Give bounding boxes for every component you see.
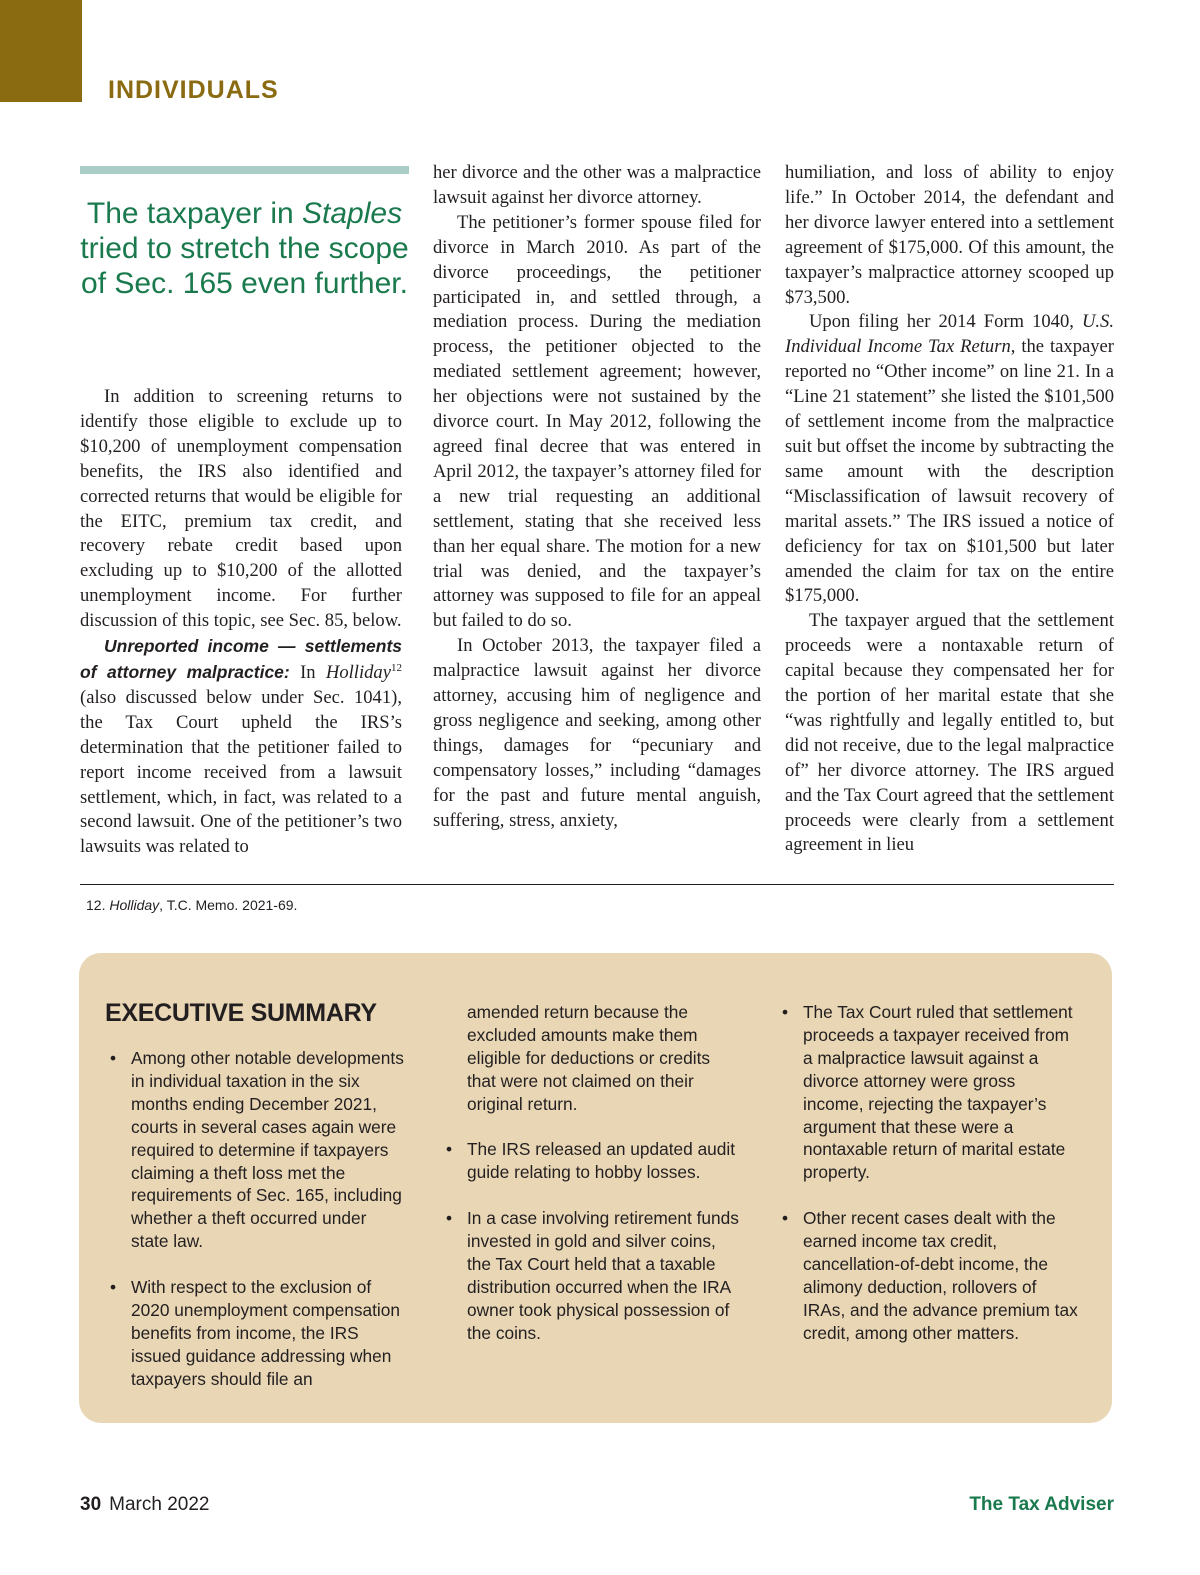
summary-column-2 xyxy=(443,1001,743,1367)
pullquote-case-name: Staples xyxy=(302,197,403,230)
footnote-rule xyxy=(80,884,1114,885)
publication-name: The Tax Adviser xyxy=(969,1494,1114,1515)
text-span: Upon filing her 2014 Form 1040, xyxy=(809,311,1074,333)
summary-bullet: • Other recent cases dealt with the earned income tax credit, cancellation-of-debt income, the alimony deduction, rollovers of IRAs, and the advance premium tax credit, among other matters. xyxy=(779,1207,1079,1344)
section-label: INDIVIDUALS xyxy=(108,76,279,104)
body-column-2 xyxy=(433,161,761,833)
form-title: U.S. Individual Income Tax Return xyxy=(785,311,1115,358)
text-span: In xyxy=(300,661,316,683)
paragraph xyxy=(785,310,1114,609)
footnote xyxy=(86,897,297,913)
paragraph: her divorce and the other was a malpractice lawsuit against her divorce attorney. xyxy=(433,162,761,208)
pullquote-rule xyxy=(80,166,409,174)
page-folio xyxy=(80,1494,209,1516)
run-in-heading: Unreported income — settlements of attorney malpractice: xyxy=(80,636,402,682)
summary-bullet: • In a case involving retirement funds invested in gold and silver coins, the Tax Court held that a taxable distribution occurred when the IRA owner took physical possession of the coins. xyxy=(443,1207,743,1344)
pullquote-text-2: tried to stretch the scope of Sec. 165 even further. xyxy=(80,232,409,300)
paragraph: The taxpayer argued that the settlement proceeds were a nontaxable return of capital because they compensated her for the portion of her marital estate that she “was rightfully and legally entitled to, but did not receive, due to the legal malpractice of” her divorce attorney. The IRS argued and the Tax Court agreed that the settlement proceeds were clearly from a settlement agreement in lieu xyxy=(785,610,1114,856)
corner-color-block xyxy=(0,0,82,102)
footnote-number: 12. xyxy=(86,897,106,913)
summary-bullet: • The IRS released an updated audit guide relating to hobby losses. xyxy=(443,1138,743,1184)
paragraph: In October 2013, the taxpayer filed a malpractice lawsuit against her divorce attorney, accusing him of negligence and gross negligence and seeking, among other things, damages for “pecuniary and compensatory losses,” including “damages for the past and future mental anguish, suffering, stress, anxiety, xyxy=(433,635,761,831)
body-column-3 xyxy=(785,161,1114,858)
footnote-reference: 12 xyxy=(390,661,402,674)
summary-column-3 xyxy=(779,1001,1079,1367)
summary-column-1 xyxy=(107,1047,407,1413)
paragraph: The petitioner’s former spouse filed for divorce in March 2010. As part of the divorce proceedings, the petitioner participated in, and settled through, a mediation process. During the mediation process, the petitioner objected to the mediated settlement agreement; however, her objections were not sustained by the divorce court. In May 2012, following the agreed final decree that was entered in April 2012, the taxpayer’s attorney filed for a new trial requesting an additional settlement, stating that she received less than her equal share. The motion for a new trial was denied, and the taxpayer’s attorney was supposed to file for an appeal but failed to do so. xyxy=(433,211,761,632)
footnote-case: Holliday xyxy=(109,897,160,913)
body-column-1 xyxy=(80,385,402,860)
page-number: 30 xyxy=(80,1494,102,1515)
pullquote xyxy=(80,196,409,301)
paragraph: In addition to screening returns to identify those eligible to exclude up to $10,200 of unemployment compensation benefits, the IRS also identified and corrected returns that would be eligible for the EITC, premium tax credit, and recovery rebate credit based upon excluding up to $10,200 of the allotted unemployment income. For further discussion of this topic, see Sec. 85, below. xyxy=(80,386,402,632)
executive-summary-box xyxy=(79,953,1112,1423)
paragraph: humiliation, and loss of ability to enjoy life.” In October 2014, the defendant and her divorce lawyer entered into a settlement agreement of $175,000. Of this amount, the taxpayer’s malpractice attorney scooped up $73,500. xyxy=(785,162,1114,308)
executive-summary-title: EXECUTIVE SUMMARY xyxy=(105,999,377,1027)
issue-date: March 2022 xyxy=(109,1494,210,1515)
paragraph xyxy=(80,634,402,860)
case-name: Holliday xyxy=(325,661,391,683)
text-span: , the taxpayer reported no “Other income” on line 21. In a “Line 21 statement” she listed the $101,500 of settlement income from the malpractice suit but offset the income by subtracting the same amount with the description “Misclassification of lawsuit recovery of marital assets.” The IRS issued a notice of deficiency for tax on $101,500 but later amended the claim for tax on the entire $175,000. xyxy=(785,336,1114,607)
summary-bullet: • With respect to the exclusion of 2020 unemployment compensation benefits from income, the IRS issued guidance addressing when taxpayers should file an xyxy=(107,1276,407,1391)
summary-bullet: • The Tax Court ruled that settlement proceeds a taxpayer received from a malpractice lawsuit against a divorce attorney were gross income, rejecting the taxpayer’s argument that these were a nontaxable return of marital estate property. xyxy=(779,1001,1079,1184)
summary-continuation: amended return because the excluded amounts make them eligible for deductions or credits that were not claimed on their original return. xyxy=(467,1002,711,1114)
footnote-citation: , T.C. Memo. 2021-69. xyxy=(159,897,298,913)
pullquote-text-1: The taxpayer in xyxy=(86,197,294,230)
summary-bullet: • Among other notable developments in individual taxation in the six months ending December 2021, courts in several cases again were required to determine if taxpayers claiming a theft loss met the requirements of Sec. 165, including whether a theft occurred under state law. xyxy=(107,1047,407,1253)
text-span: (also discussed below under Sec. 1041), the Tax Court upheld the IRS’s determination that the petitioner failed to report income received from a lawsuit settlement, which, in fact, was related to a second lawsuit. One of the petitioner’s two lawsuits was related to xyxy=(80,686,402,858)
